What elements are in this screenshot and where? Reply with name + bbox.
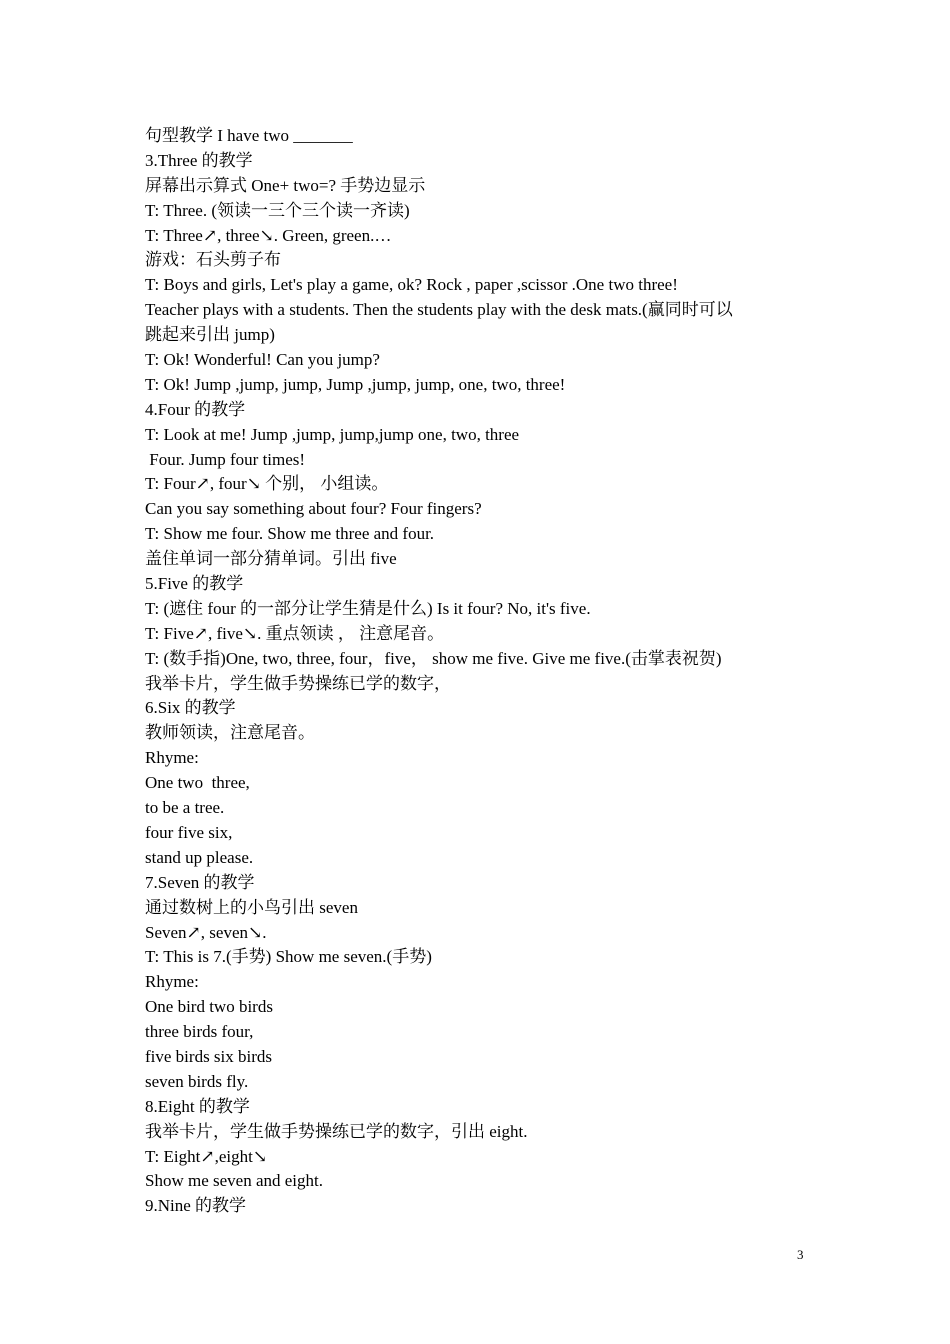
text-line: 跳起来引出 jump) <box>145 325 275 345</box>
text-line: T: Eight↗,eight↘ <box>145 1146 268 1166</box>
section-heading: 3.Three 的教学 <box>145 150 253 170</box>
rhyme-line: seven birds fly. <box>145 1071 249 1091</box>
text-line: 盖住单词一部分猜单词。引出 five <box>145 549 397 569</box>
text-line: 通过数树上的小鸟引出 seven <box>145 897 358 917</box>
section-heading: 6.Six 的教学 <box>145 698 236 718</box>
rhyme-label: Rhyme: <box>145 748 199 768</box>
text-line: 屏幕出示算式 One+ two=? 手势边显示 <box>145 175 426 195</box>
text-line: 我举卡片，学生做手势操练已学的数字， <box>145 673 451 693</box>
rhyme-line: to be a tree. <box>145 798 225 818</box>
text-line: T: (数手指)One, two, three, four，five， show me five. Give me five.(击掌表祝贺) <box>145 648 722 668</box>
section-heading: 7.Seven 的教学 <box>145 872 255 892</box>
section-heading: 8.Eight 的教学 <box>145 1096 250 1116</box>
text-line: T: (遮住 four 的一部分让学生猜是什么) Is it four? No, it's five. <box>145 598 591 618</box>
rhyme-line: One bird two birds <box>145 997 273 1017</box>
text-line: T: Three. (领读一三个三个读一齐读) <box>145 200 410 220</box>
text-line: 句型教学 I have two _______ <box>145 126 353 145</box>
rhyme-line: four five six, <box>145 822 233 842</box>
page-number: 3 <box>797 1247 804 1262</box>
text-line: T: Look at me! Jump ,jump, jump,jump one, two, three <box>145 424 520 444</box>
rhyme-label: Rhyme: <box>145 972 199 992</box>
text-line: Seven↗, seven↘. <box>145 922 267 942</box>
text-line: Teacher plays with a students. Then the students play with the desk mats.(赢同时可以 <box>145 300 733 320</box>
rhyme-line: five birds six birds <box>145 1046 273 1066</box>
text-line: T: Show me four. Show me three and four. <box>145 524 435 544</box>
text-line: 游戏：石头剪子布 <box>145 250 281 270</box>
text-line: T: This is 7.(手势) Show me seven.(手势) <box>145 947 432 967</box>
section-heading: 9.Nine 的教学 <box>145 1196 247 1216</box>
text-line: T: Ok! Wonderful! Can you jump? <box>145 350 380 370</box>
section-heading: 4.Four 的教学 <box>145 399 246 419</box>
text-line: T: Boys and girls, Let's play a game, ok? Rock , paper ,scissor .One two three! <box>145 275 678 295</box>
text-line: 我举卡片，学生做手势操练已学的数字，引出 eight. <box>145 1121 528 1141</box>
rhyme-line: One two three, <box>145 773 250 793</box>
text-line: Can you say something about four? Four fingers? <box>145 499 482 519</box>
rhyme-line: three birds four, <box>145 1022 254 1042</box>
lesson-text <box>145 124 825 1219</box>
text-line: T: Four↗, four↘ 个别， 小组读。 <box>145 474 389 494</box>
section-heading: 5.Five 的教学 <box>145 574 244 594</box>
text-line: Show me seven and eight. <box>145 1171 323 1191</box>
rhyme-line: stand up please. <box>145 847 254 867</box>
text-line: T: Five↗, five↘. 重点领读 ， 注意尾音。 <box>145 623 445 643</box>
text-line: T: Ok! Jump ,jump, jump, Jump ,jump, jump, one, two, three! <box>145 374 566 394</box>
text-line: T: Three↗, three↘. Green, green.… <box>145 225 392 245</box>
text-line: 教师领读，注意尾音。 <box>145 723 315 743</box>
text-line: Four. Jump four times! <box>145 449 306 469</box>
